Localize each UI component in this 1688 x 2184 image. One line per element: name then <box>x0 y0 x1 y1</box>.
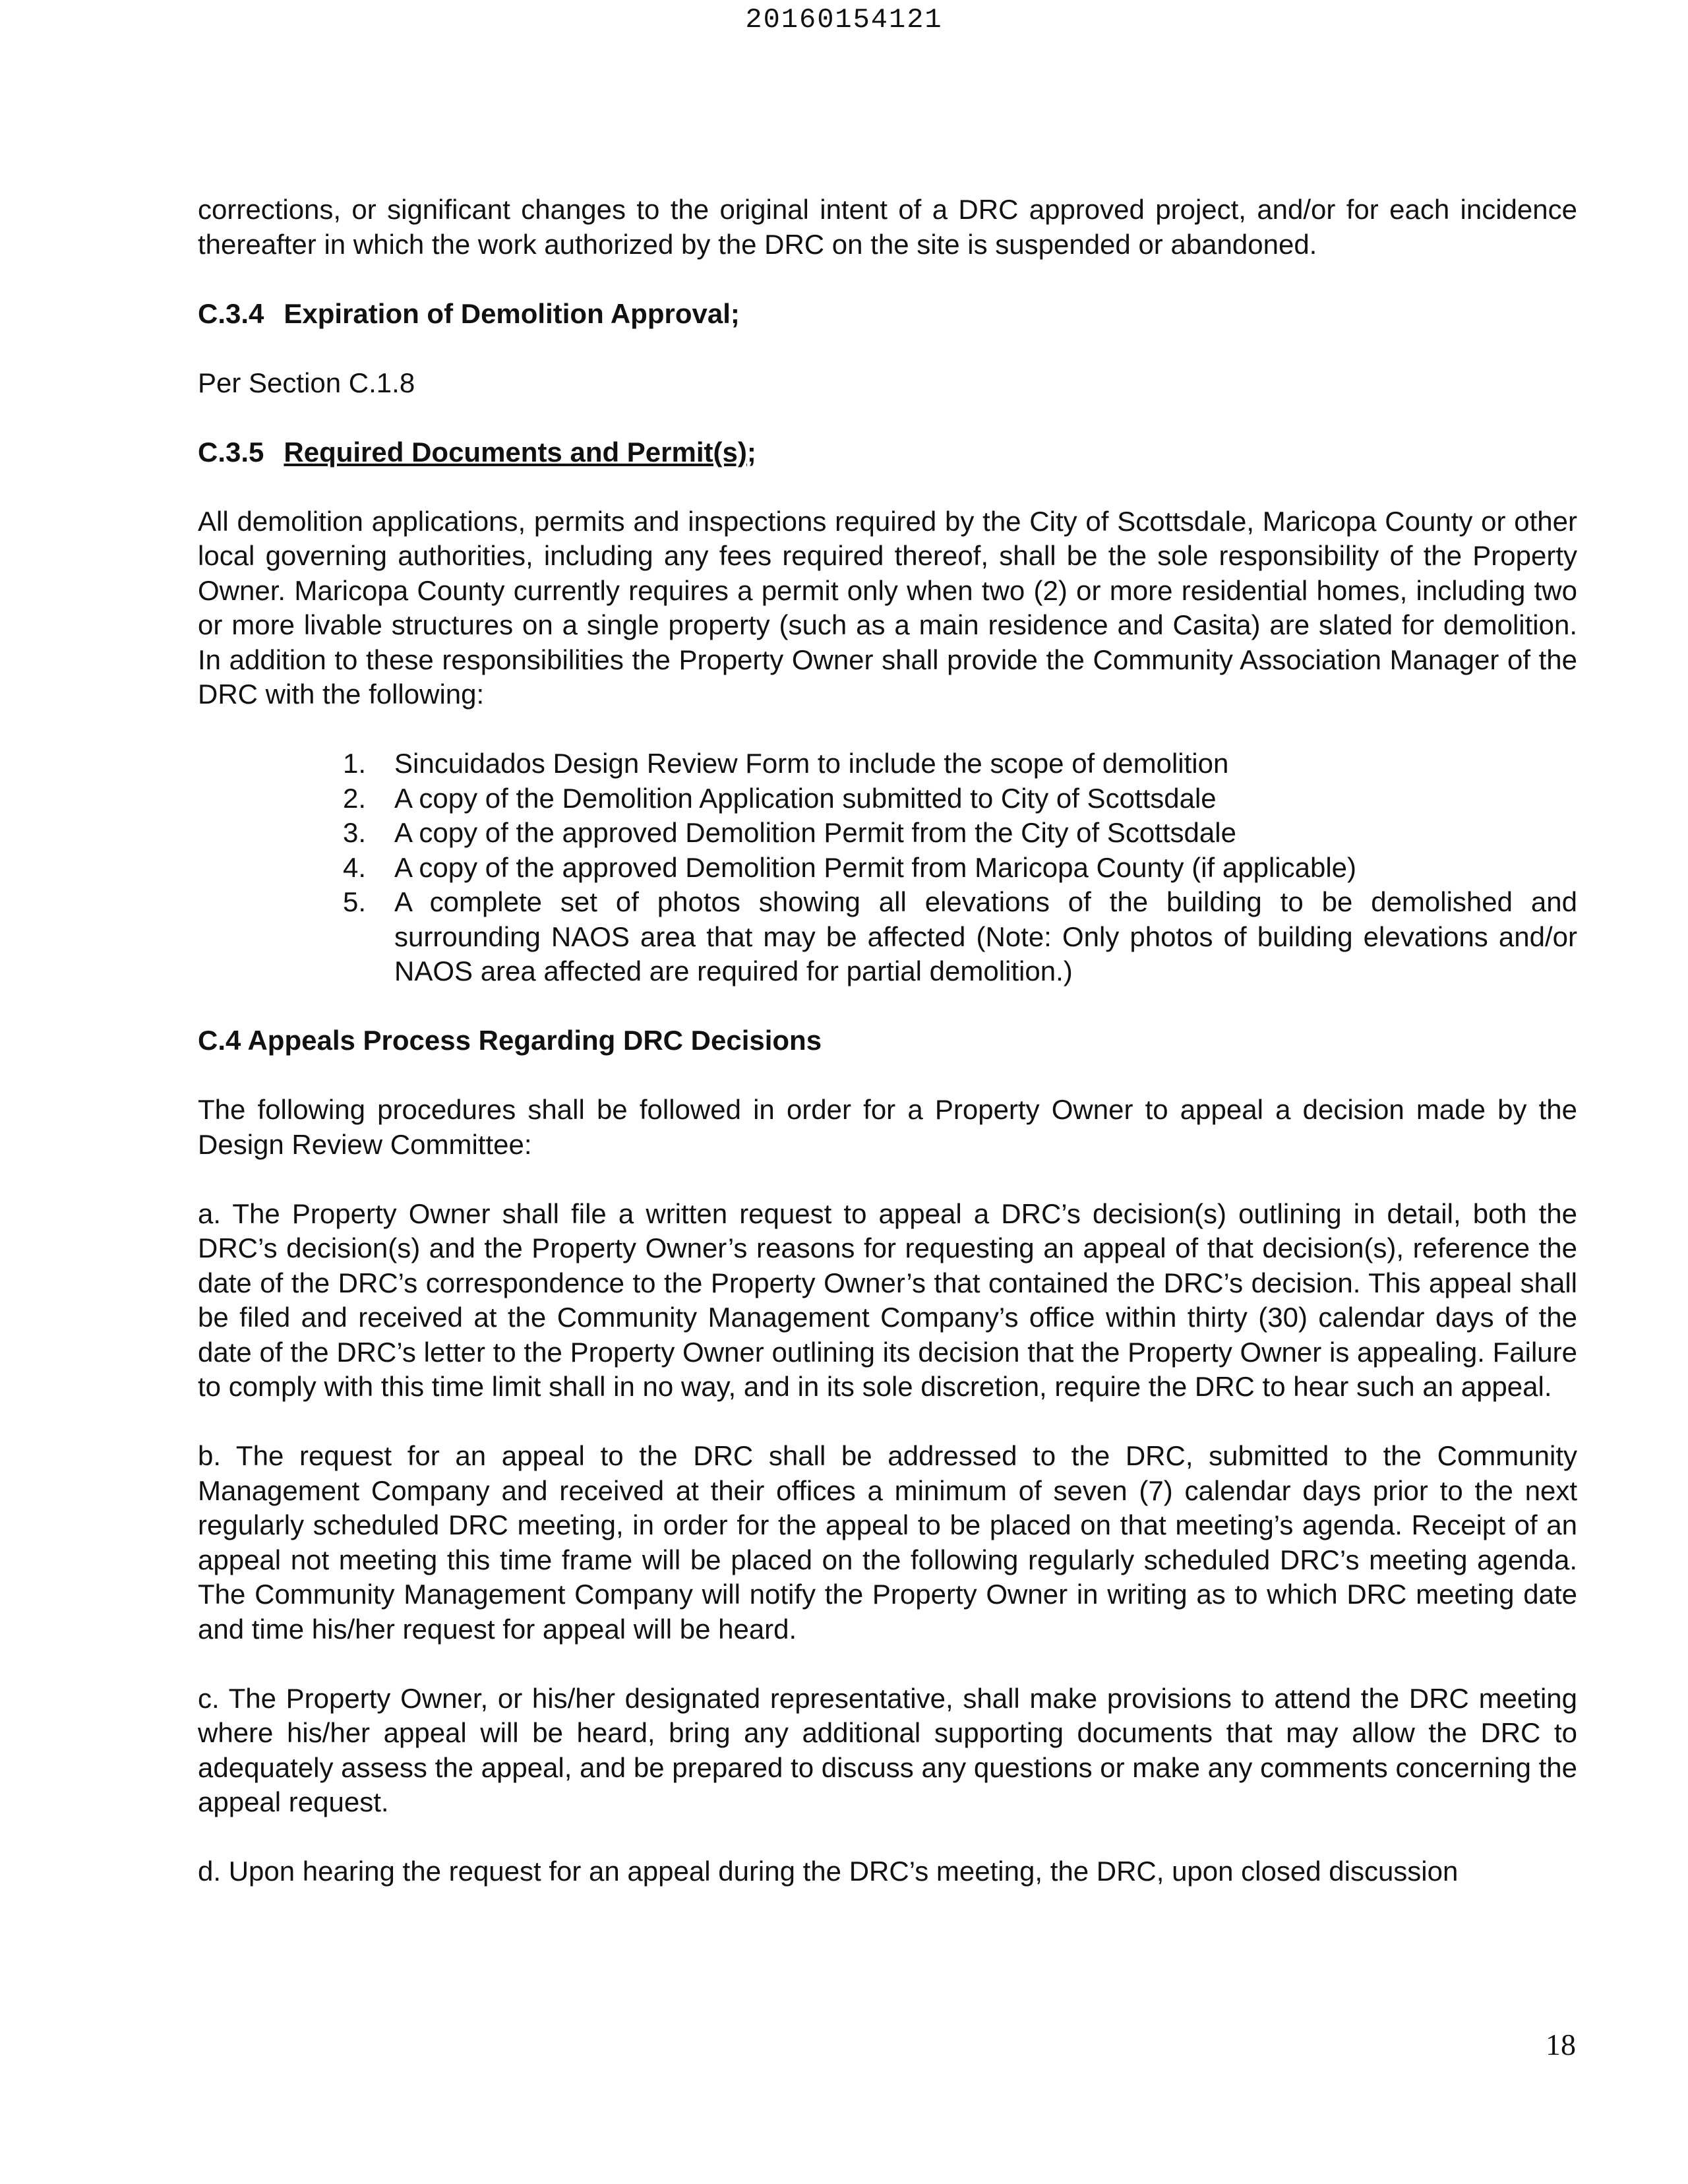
paragraph-c4-a: a. The Property Owner shall file a written request to appeal a DRC’s decision(s) outlining in detail, both the DRC’s decision(s) and the Property Owner’s reasons for requesting an appeal of that decision(s), reference the date of the DRC’s correspondence to the Property Owner’s that contained the DRC’s decision. This appeal shall be filed and received at the Community Management Company’s office within thirty (30) calendar days of the date of the DRC’s letter to the Property Owner outlining its decision that the Property Owner is appealing. Failure to comply with this time limit shall in no way, and in its sole discretion, require the DRC to hear such an appeal. <box>198 1198 1577 1402</box>
section-heading-c34 <box>198 297 1577 332</box>
list-item-text: A complete set of photos showing all elevations of the building to be demolished and surrounding NAOS area that may be affected (Note: Only photos of building elevations and/or NAOS area affected are required for partial demolition.) <box>394 886 1577 986</box>
list-item <box>198 816 1577 851</box>
list-item-text: A copy of the approved Demolition Permit from Maricopa County (if applicable) <box>394 851 1357 883</box>
section-heading-c35 <box>198 435 1577 470</box>
paragraph-c4-b: b. The request for an appeal to the DRC shall be addressed to the DRC, submitted to the Community Management Company and received at their offices a minimum of seven (7) calendar days prior to the next regularly scheduled DRC meeting, in order for the appeal to be placed on that meeting’s agenda. Receipt of an appeal not meeting this time frame will be placed on the following regularly scheduled DRC’s meeting agenda. The Community Management Company will notify the Property Owner in writing as to which DRC meeting date and time his/her request for appeal will be heard. <box>198 1440 1577 1645</box>
document-number: 20160154121 <box>745 4 943 36</box>
list-item-number: 5. <box>343 886 367 917</box>
section-number: C.3.4 <box>198 297 264 329</box>
list-item-number: 2. <box>343 782 367 814</box>
required-documents-list <box>198 746 1577 989</box>
list-item <box>198 885 1577 989</box>
list-item-text: Sincuidados Design Review Form to include the scope of demolition <box>394 748 1229 779</box>
section-heading-c4: C.4 Appeals Process Regarding DRC Decisions <box>198 1025 822 1056</box>
list-item <box>198 781 1577 816</box>
page-number: 18 <box>1546 2028 1576 2061</box>
paragraph-c4-c: c. The Property Owner, or his/her designated representative, shall make provisions to attend the DRC meeting where his/her appeal will be heard, bring any additional supporting documents that may allow the DRC to adequately assess the appeal, and be prepared to discuss any questions or make any comments concerning the appeal request. <box>198 1682 1577 1817</box>
section-title: Expiration of Demolition Approval; <box>284 297 740 329</box>
list-item <box>198 746 1577 781</box>
list-item-number: 4. <box>343 851 367 883</box>
list-item-text: A copy of the approved Demolition Permit from the City of Scottsdale <box>394 817 1236 848</box>
list-item <box>198 851 1577 886</box>
paragraph-c4-d: d. Upon hearing the request for an appeal during the DRC’s meeting, the DRC, upon closed discussion <box>198 1856 1459 1887</box>
list-item-number: 1. <box>343 748 367 779</box>
section-number: C.3.5 <box>198 436 264 468</box>
paragraph-c34: Per Section C.1.8 <box>198 367 415 398</box>
paragraph-c35: All demolition applications, permits and inspections required by the City of Scottsdale, Maricopa County or other local governing authorities, including any fees required thereof, shall be the sole responsibility of the Property Owner. Maricopa County currently requires a permit only when two (2) or more residential homes, including two or more livable structures on a single property (such as a main residence and Casita) are slated for demolition. In addition to these responsibilities the Property Owner shall provide the Community Association Manager of the DRC with the following: <box>198 505 1577 710</box>
section-title-suffix: ; <box>746 436 756 468</box>
paragraph-intro: corrections, or significant changes to the original intent of a DRC approved project, and/or for each incidence thereafter in which the work authorized by the DRC on the site is suspended or abandoned. <box>198 194 1577 260</box>
document-body <box>198 193 1577 1924</box>
list-item-text: A copy of the Demolition Application submitted to City of Scottsdale <box>394 782 1217 814</box>
list-item-number: 3. <box>343 817 367 848</box>
paragraph-c4-intro: The following procedures shall be followed in order for a Property Owner to appeal a decision made by the Design Review Committee: <box>198 1094 1577 1160</box>
section-title: Required Documents and Permit(s) <box>284 436 747 468</box>
